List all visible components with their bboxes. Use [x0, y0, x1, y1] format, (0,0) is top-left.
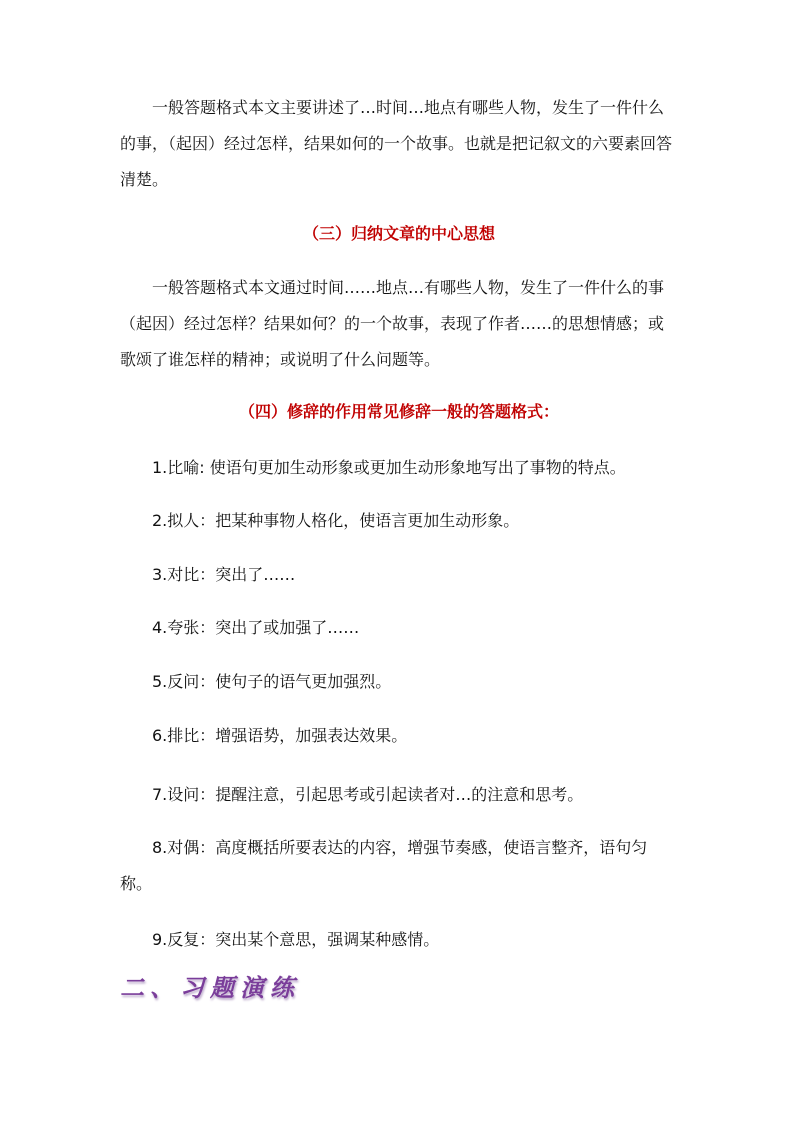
section4-heading: （四）修辞的作用常见修辞一般的答题格式：	[238, 402, 559, 421]
rhetoric-item-antithesis: 8.对偶：高度概括所要表达的内容，增强节奏感，使语言整齐，语句匀称。	[120, 838, 648, 893]
rhetoric-item-exaggeration: 4.夸张：突出了或加强了……	[152, 618, 360, 637]
rhetoric-item-contrast: 3.对比：突出了……	[152, 565, 296, 584]
rhetoric-item-parallelism: 6.排比：增强语势，加强表达效果。	[152, 726, 408, 745]
rhetoric-item-hypophora: 7.设问：提醒注意，引起思考或引起读者对…的注意和思考。	[152, 785, 584, 804]
part2-title: 二、习题演练	[120, 973, 300, 1002]
rhetoric-item-personification: 2.拟人：把某种事物人格化，使语言更加生动形象。	[152, 511, 520, 530]
rhetoric-item-repetition: 9.反复：突出某个意思，强调某种感情。	[152, 930, 440, 949]
section3-heading: （三）归纳文章的中心思想	[302, 224, 495, 243]
rhetoric-item-rhetorical-question: 5.反问：使句子的语气更加强烈。	[152, 672, 392, 691]
section3-paragraph: 一般答题格式本文通过时间……地点…有哪些人物，发生了一件什么的事（起因）经过怎样？结果如何？的一个故事，表现了作者……的思想情感；或歌颂了谁怎样的精神；或说明了什么问题等。	[120, 278, 665, 369]
intro-paragraph: 一般答题格式本文主要讲述了…时间…地点有哪些人物，发生了一件什么的事，（起因）经过怎样，结果如何的一个故事。也就是把记叙文的六要素回答清楚。	[120, 98, 673, 189]
rhetoric-item-metaphor: 1.比喻: 使语句更加生动形象或更加生动形象地写出了事物的特点。	[152, 458, 626, 477]
